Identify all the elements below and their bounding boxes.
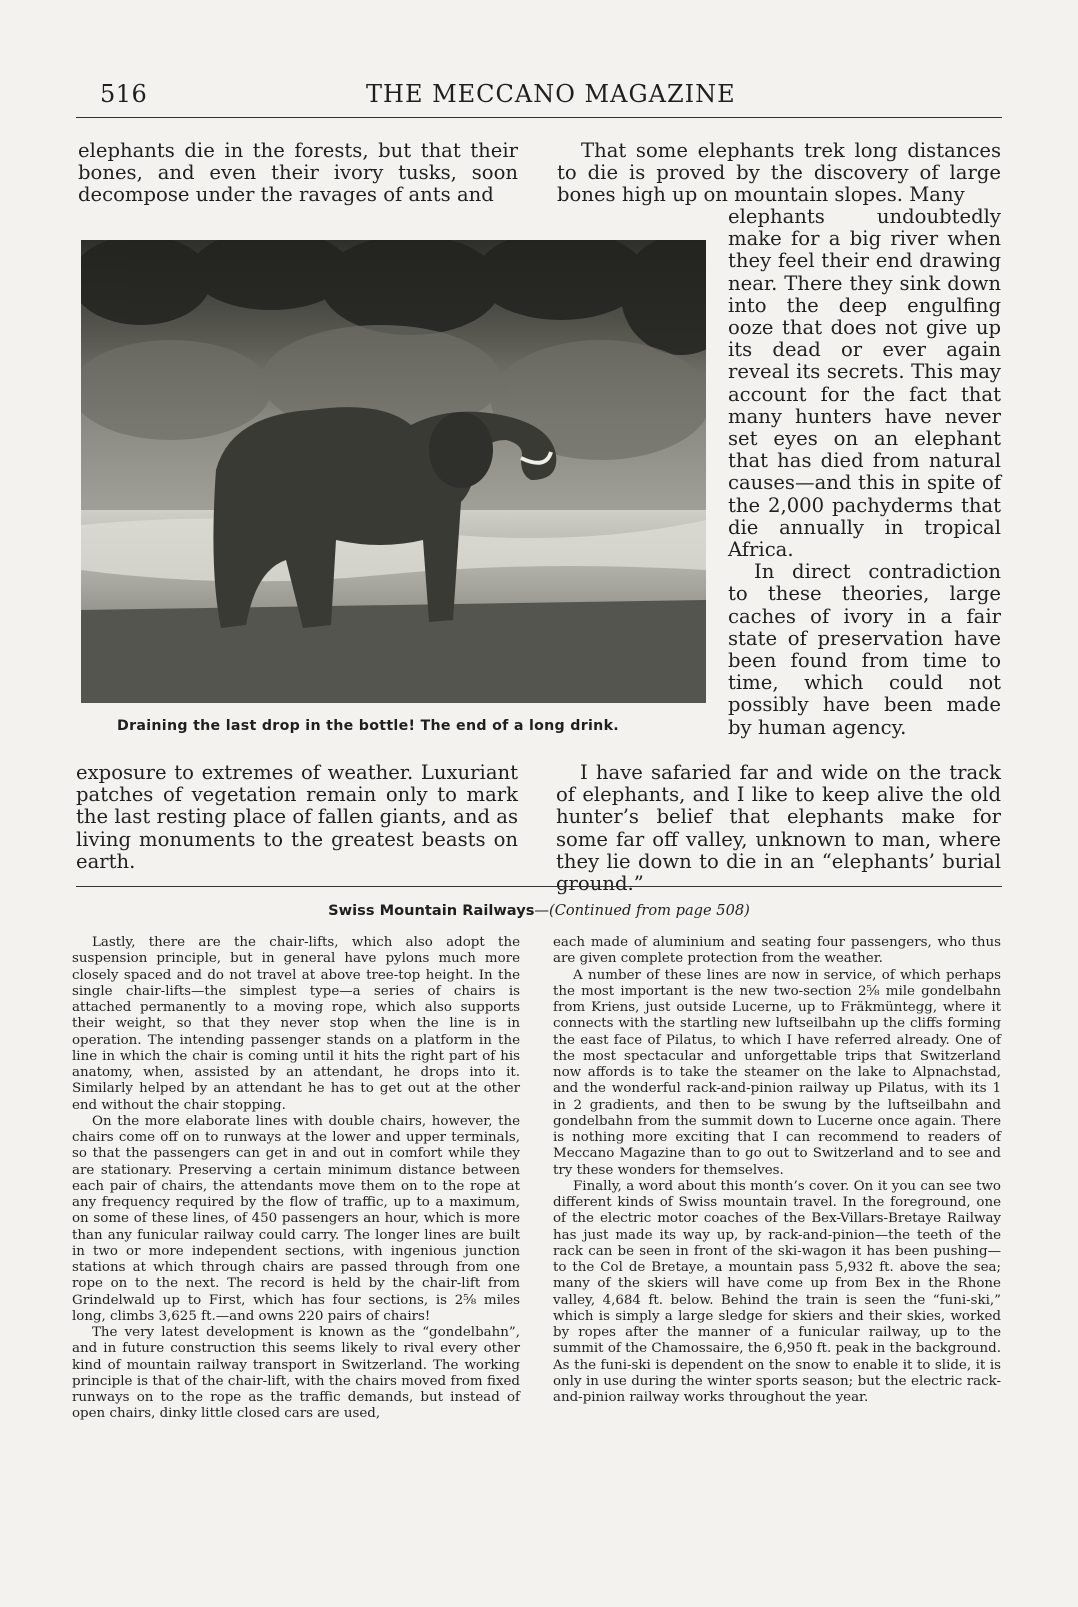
section-heading-title: Swiss Mountain Railways bbox=[328, 902, 535, 919]
elephant-drinking-image bbox=[81, 240, 706, 703]
paragraph: elephants undoubtedly make for a big river when they feel their end drawing near. There they sink down into the deep engulfing ooze that does not give up its dead or ever again reveal its secrets. This may account for the fact that many hunters have never set eyes on an elephant that has died from natural causes—and this in spite of the 2,000 pachyderms that die annually in tropical Africa. bbox=[728, 205, 1001, 562]
paragraph: each made of aluminium and seating four passengers, who thus are given complete protection from the weather. bbox=[553, 935, 1001, 967]
upper-left-top-text bbox=[78, 140, 518, 207]
paragraph: On the more elaborate lines with double chairs, however, the chairs come off on to runways at the lower and upper terminals, so that the passengers can get in and out in comfort while they are stationary. Preserving a certain minimum distance between each pair of chairs, the attendants move them on to the rope at any frequency required by the flow of traffic, up to a maximum, on some of these lines, of 450 passengers an hour, which is more than any funicular railway could carry. The longer lines are built in two or more independent sections, with ingenious junction stations at which through chairs are passed through from one rope on to the next. The record is held by the chair-lift from Grindelwald up to First, which has four sections, is 2⅝ miles long, climbs 3,625 ft.—and owns 220 pairs of chairs! bbox=[72, 1113, 520, 1324]
section-heading bbox=[0, 902, 1078, 919]
elephant-photo bbox=[81, 240, 706, 703]
header-rule bbox=[76, 117, 1002, 118]
upper-left-bottom-text bbox=[76, 762, 518, 873]
paragraph: Lastly, there are the chair-lifts, which also adopt the suspension principle, but in general have pylons much more closely spaced and do not travel at above tree-top height. In the single chair-lifts—the simplest type—a series of chairs is attached permanently to a moving rope, which also supports their weight, so that they never stop when the line is in operation. The intending passenger stands on a platform in the line in which the chair is coming until it hits the right part of his anatomy, when, assisted by an attendant, he drops into it. Similarly helped by an attendant he has to get out at the other end without the chair stopping. bbox=[72, 935, 520, 1113]
magazine-title: THE MECCANO MAGAZINE bbox=[366, 80, 736, 108]
paragraph: I have safaried far and wide on the track of elephants, and I like to keep alive the old hunter’s belief that elephants make for some far off valley, unknown to man, where they lie down to die in an “elephants’ burial ground.” bbox=[556, 761, 1001, 896]
section-rule bbox=[76, 886, 1002, 887]
lower-right-column bbox=[553, 935, 1001, 1406]
upper-right-top-text bbox=[557, 140, 1001, 207]
page-number: 516 bbox=[100, 80, 148, 108]
paragraph: elephants die in the forests, but that their bones, and even their ivory tusks, soon decompose under the ravages of ants and bbox=[78, 139, 518, 207]
paragraph: exposure to extremes of weather. Luxuriant patches of vegetation remain only to mark the last resting place of fallen giants, and as living monuments to the greatest beasts on earth. bbox=[76, 761, 518, 873]
upper-right-wrap-text bbox=[728, 206, 1001, 739]
paragraph: A number of these lines are now in service, of which perhaps the most important is the new two-section 2⅝ mile gondelbahn from Kriens, just outside Lucerne, up to Fräkmüntegg, where it connects with the startling new luftseilbahn up the cliffs forming the east face of Pilatus, to which I have referred already. One of the most spectacular and unforgettable trips that Switzerland now affords is to take the steamer on the lake to Alpnachstad, and the wonderful rack-and-pinion railway up Pilatus, with its 1 in 2 gradients, and then to be swung by the luftseilbahn and gondelbahn from the summit down to Lucerne once again. There is nothing more exciting that I can recommend to readers of Meccano Magazine than to go out to Switzerland and to see and try these wonders for themselves. bbox=[553, 967, 1001, 1178]
section-heading-continued: —(Continued from page 508) bbox=[534, 902, 750, 919]
paragraph: That some elephants trek long distances to die is proved by the discovery of large bones high up on mountain slopes. Many bbox=[557, 139, 1001, 207]
lower-left-column bbox=[72, 935, 520, 1423]
paragraph: In direct contradiction to these theories, large caches of ivory in a fair state of preservation have been found from time to time, which could not possibly have been made by human agency. bbox=[728, 560, 1001, 739]
paragraph: Finally, a word about this month’s cover. On it you can see two different kinds of Swiss mountain travel. In the foreground, one of the electric motor coaches of the Bex-Villars-Bretaye Railway has just made its way up, by rack-and-pinion—the teeth of the rack can be seen in front of the ski-wagon it has been pushing—to the Col de Bretaye, a mountain pass 5,932 ft. above the sea; many of the skiers will have come up from Bex in the Rhone valley, 4,684 ft. below. Behind the train is seen the “funi-ski,” which is simply a large sledge for skiers and their skies, worked by ropes after the manner of a funicular railway, up to the summit of the Chamossaire, the 6,950 ft. peak in the background. As the funi-ski is dependent on the snow to enable it to slide, it is only in use during the winter sports season; but the electric rack-and-pinion railway works throughout the year. bbox=[553, 1178, 1001, 1405]
photo-caption: Draining the last drop in the bottle! The end of a long drink. bbox=[117, 718, 619, 734]
upper-right-bottom-text bbox=[556, 762, 1001, 895]
paragraph: The very latest development is known as the “gondelbahn”, and in future construction this seems likely to rival every other kind of mountain railway transport in Switzerland. The working principle is that of the chair-lift, with the chairs moved from fixed runways on to the rope as the traffic demands, but instead of open chairs, dinky little closed cars are used, bbox=[72, 1325, 520, 1422]
